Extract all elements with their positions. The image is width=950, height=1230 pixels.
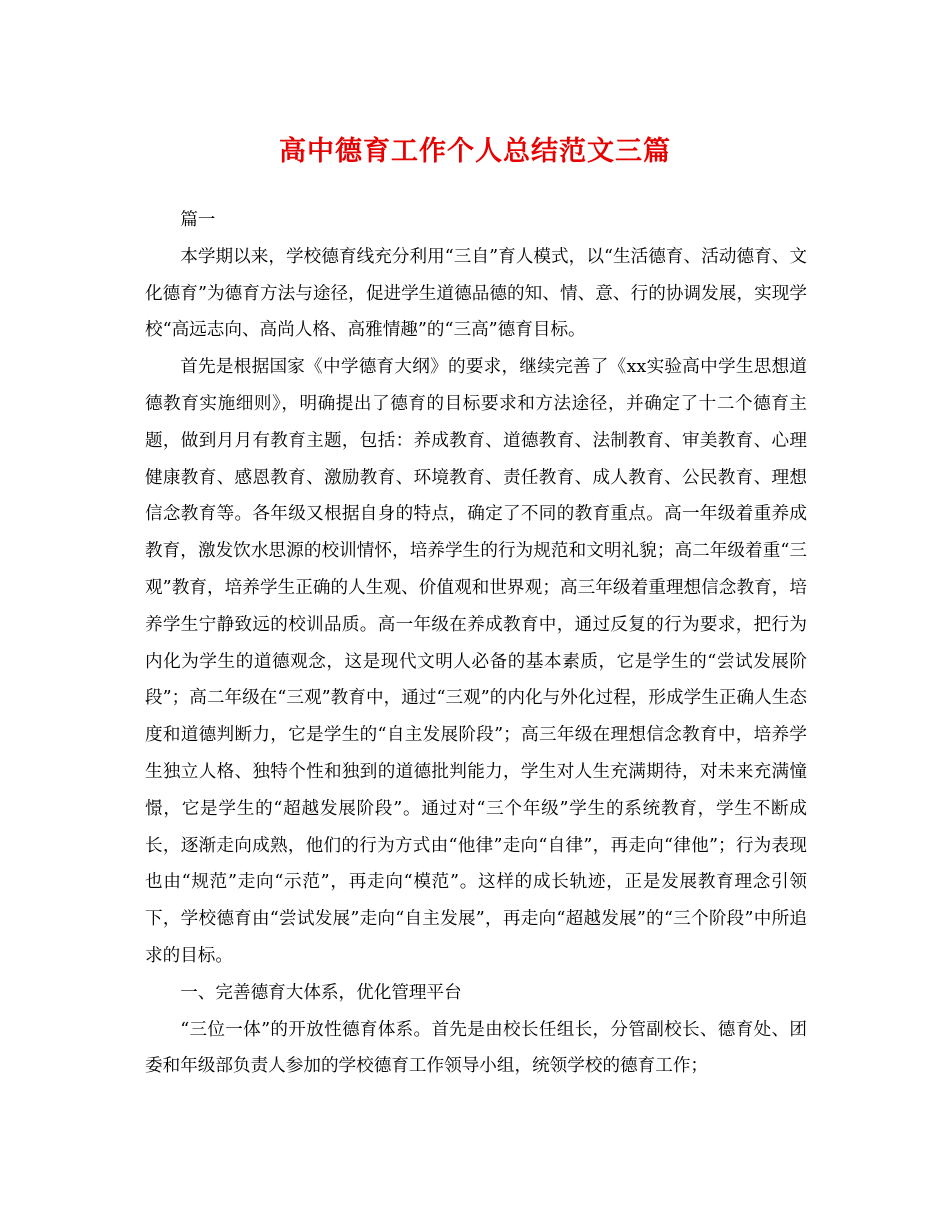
document-body (145, 202, 807, 1085)
section-heading-part-one: 篇一 (180, 210, 216, 230)
paragraph-intro: 本学期以来，学校德育线充分利用“三自”育人模式，以“生活德育、活动德育、文化德育”为德育方法与途径，促进学生道德品德的知、情、意、行的协调发展，实现学校“高远志向、高尚人格、高雅情趣”的“三高”德育目标。 (145, 246, 807, 341)
section-heading-one: 一、完善德育大体系，优化管理平台 (180, 982, 462, 1003)
paragraph-system: “三位一体”的开放性德育体系。首先是由校长任组长，分管副校长、德育处、团委和年级部负责人参加的学校德育工作领导小组，统领学校的德育工作； (145, 1019, 807, 1077)
paragraph-main: 首先是根据国家《中学德育大纲》的要求，继续完善了《xx实验高中学生思想道德教育实施细则》，明确提出了德育的目标要求和方法途径，并确定了十二个德育主题，做到月月有教育主题，包括：养成教育、道德教育、法制教育、审美教育、心理健康教育、感恩教育、激励教育、环境教育、责任教育、成人教育、公民教育、理想信念教育等。各年级又根据自身的特点，确定了不同的教育重点。高一年级着重养成教育，激发饮水思源的校训情怀，培养学生的行为规范和文明礼貌；高二年级着重“三观”教育，培养学生正确的人生观、价值观和世界观；高三年级着重理想信念教育，培养学生宁静致远的校训品质。高一年级在养成教育中，通过反复的行为要求，把行为内化为学生的道德观念，这是现代文明人必备的基本素质，它是学生的“尝试发展阶段”；高二年级在“三观”教育中，通过“三观”的内化与外化过程，形成学生正确人生态度和道德判断力，它是学生的“自主发展阶段”；高三年级在理想信念教育中，培养学生独立人格、独特个性和独到的道德批判能力，学生对人生充满期待，对未来充满憧憬，它是学生的“超越发展阶段”。通过对“三个年级”学生的系统教育，学生不断成长，逐渐走向成熟，他们的行为方式由“他律”走向“自律”，再走向“律他”；行为表现也由“规范”走向“示范”，再走向“模范”。这样的成长轨迹，正是发展教育理念引领下，学校德育由“尝试发展”走向“自主发展”，再走向“超越发展”的“三个阶段”中所追求的目标。 (145, 357, 807, 966)
document-title: 高中德育工作个人总结范文三篇 (279, 136, 671, 167)
